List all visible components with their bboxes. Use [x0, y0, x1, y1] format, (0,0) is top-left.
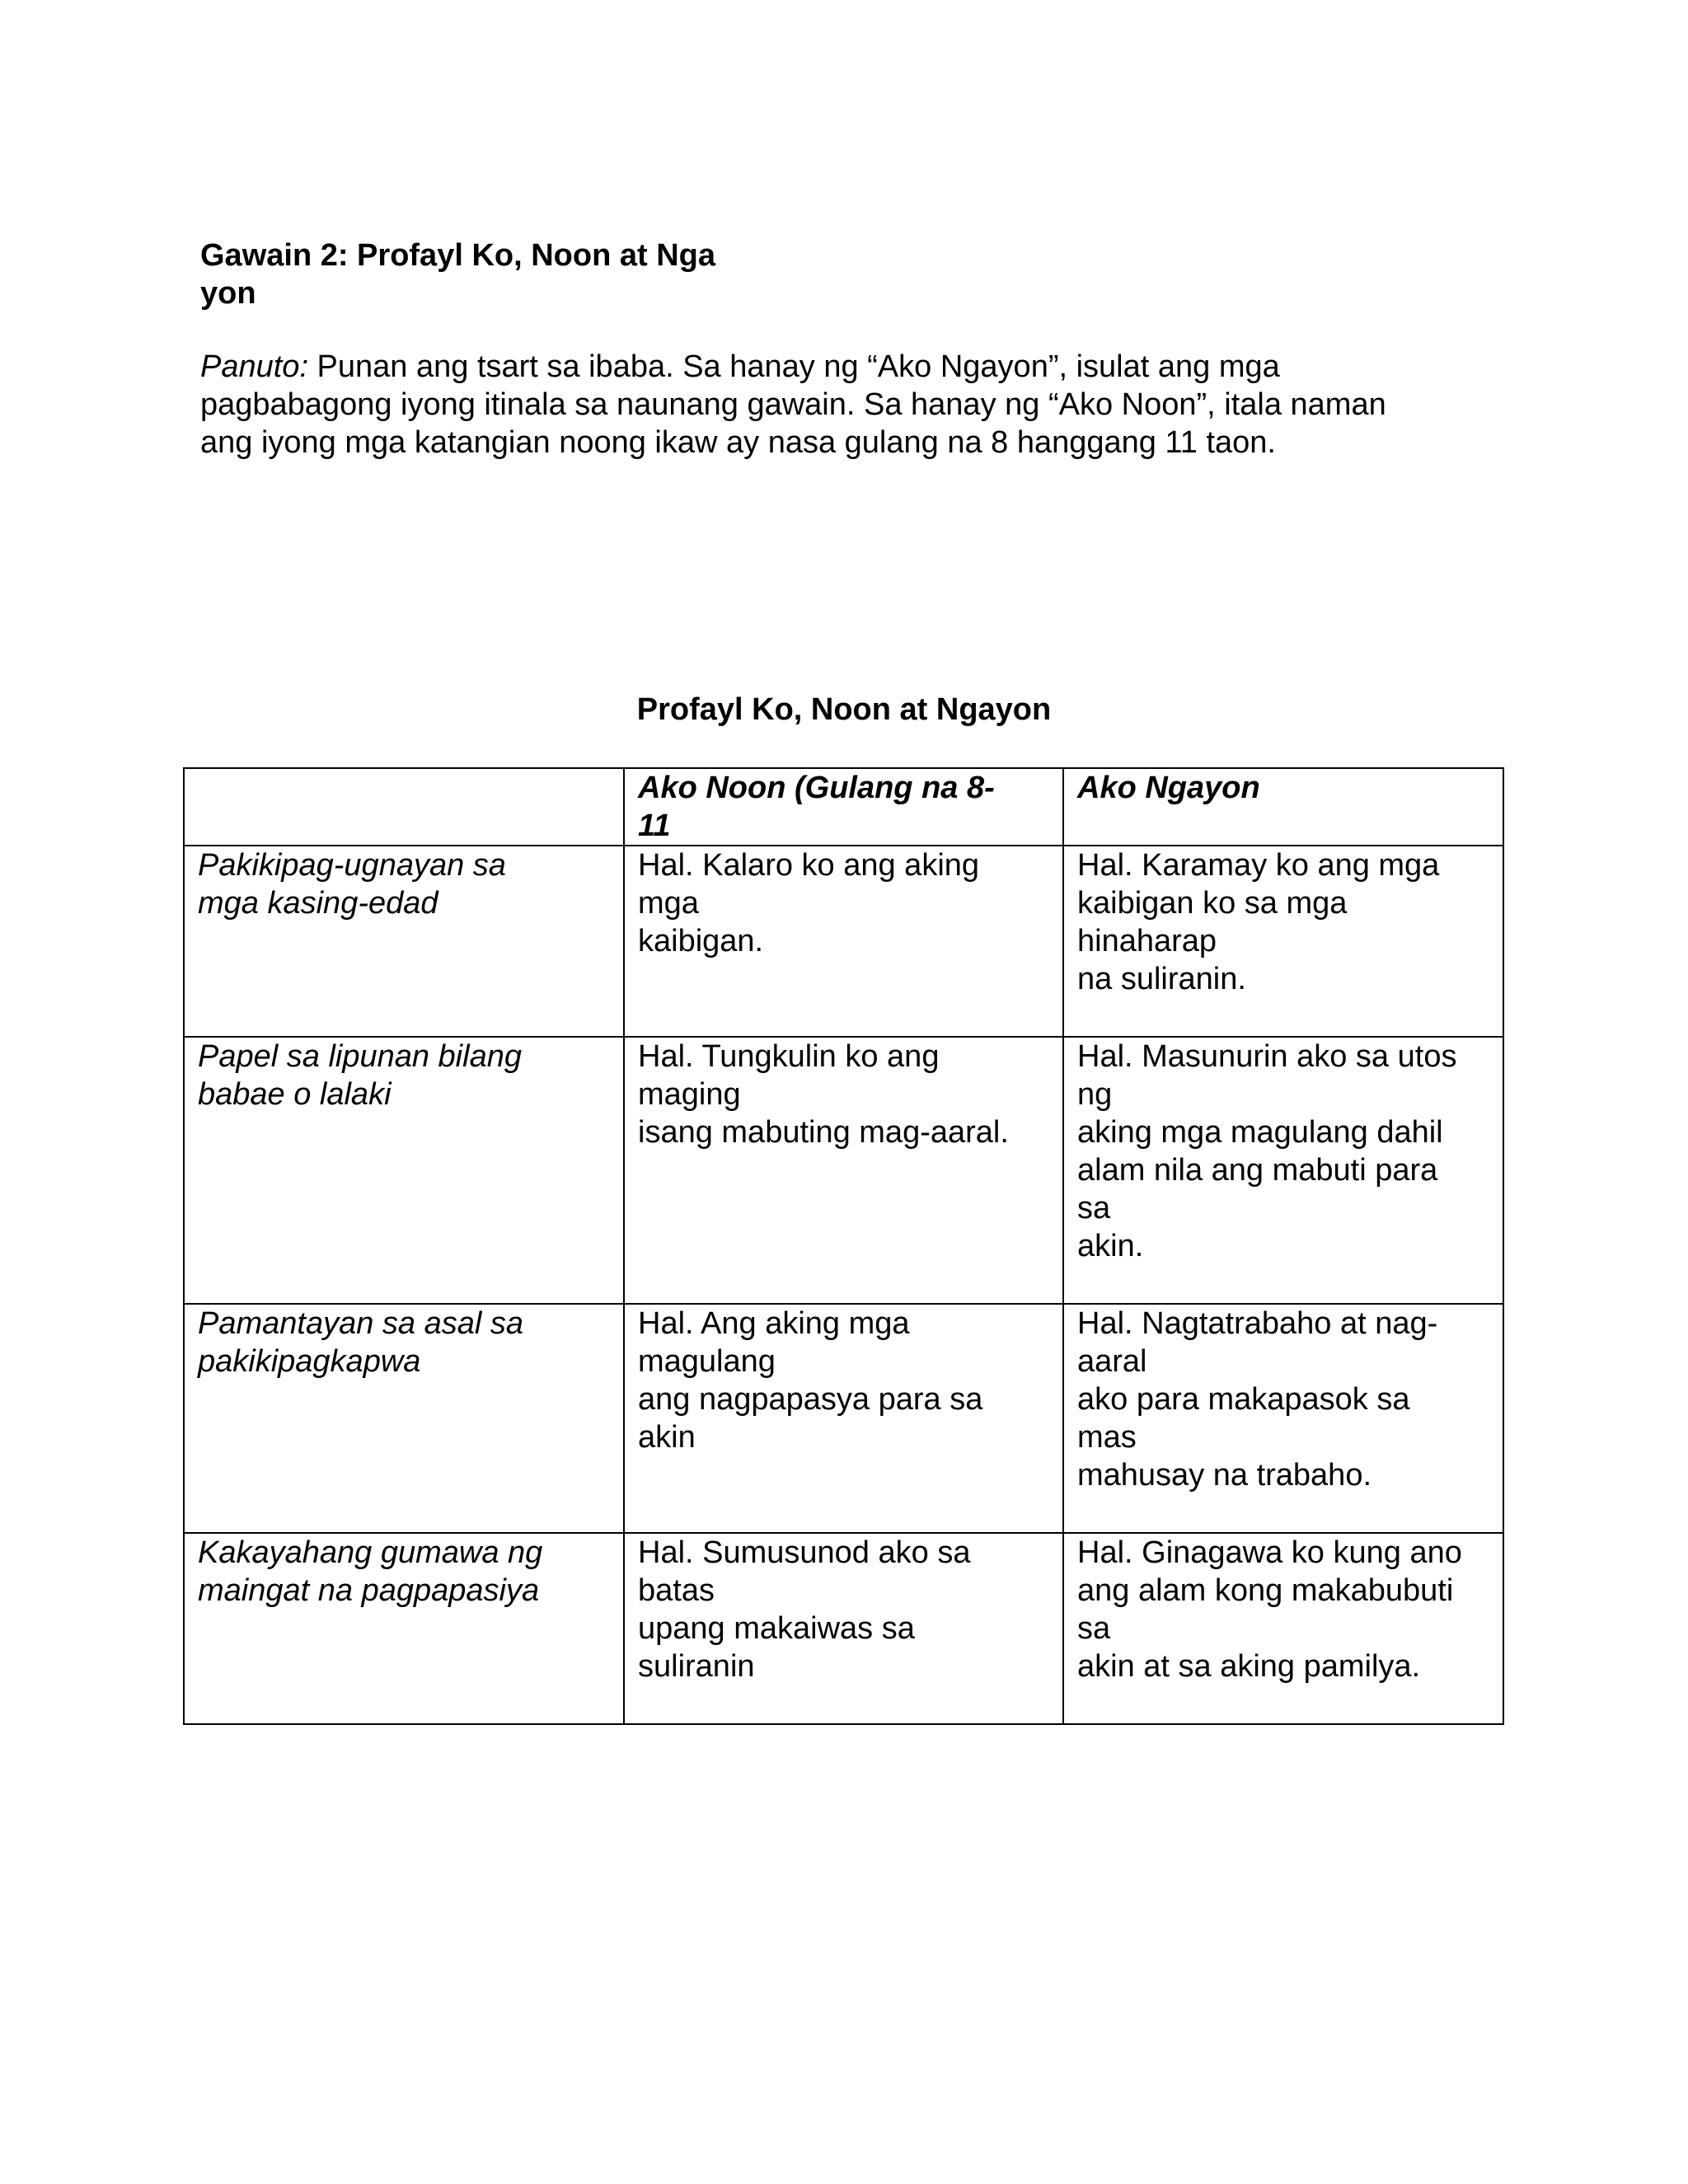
- header-cell-ako-noon: Ako Noon (Gulang na 8- 11: [624, 768, 1063, 846]
- heading-line-2: yon: [200, 276, 256, 311]
- instructions-paragraph: [200, 348, 1437, 462]
- header-cell-ako-ngayon: Ako Ngayon: [1063, 768, 1503, 846]
- ako-ngayon-cell: Hal. Masunurin ako sa utos ng aking mga magulang dahil alam nila ang mabuti para sa akin.: [1063, 1037, 1503, 1304]
- ako-ngayon-cell: Hal. Karamay ko ang mga kaibigan ko sa mga hinaharap na suliranin.: [1063, 846, 1503, 1037]
- table-header-row: [184, 768, 1503, 846]
- heading-line-1: Gawain 2: Profayl Ko, Noon at Nga: [200, 238, 715, 273]
- ako-ngayon-cell: Hal. Ginagawa ko kung ano ang alam kong makabubuti sa akin at sa aking pamilya.: [1063, 1533, 1503, 1724]
- header-cell-blank: [184, 768, 624, 846]
- row-label-cell: Pakikipag-ugnayan sa mga kasing-edad: [184, 846, 624, 1037]
- instructions-text: Punan ang tsart sa ibaba. Sa hanay ng “Ako Ngayon”, isulat ang mga pagbabagong iyong itinala sa naunang gawain. Sa hanay ng “Ako Noon”, itala naman ang iyong mga katangian noong ikaw ay nasa gulang na 8 hanggang 11 taon.: [200, 349, 1386, 460]
- table-row: [184, 846, 1503, 1037]
- profile-table: [183, 767, 1504, 1725]
- ako-noon-cell: Hal. Ang aking mga magulang ang nagpapasya para sa akin: [624, 1304, 1063, 1533]
- ako-noon-cell: Hal. Sumusunod ako sa batas upang makaiwas sa suliranin: [624, 1533, 1063, 1724]
- row-label-cell: Kakayahang gumawa ng maingat na pagpapasiya: [184, 1533, 624, 1724]
- instructions-label: Panuto:: [200, 349, 308, 384]
- row-label-cell: Pamantayan sa asal sa pakikipagkapwa: [184, 1304, 624, 1533]
- ako-noon-cell: Hal. Tungkulin ko ang maging isang mabuting mag-aaral.: [624, 1037, 1063, 1304]
- row-label-cell: Papel sa lipunan bilang babae o lalaki: [184, 1037, 624, 1304]
- table-row: [184, 1037, 1503, 1304]
- activity-heading: [200, 237, 794, 312]
- ako-noon-cell: Hal. Kalaro ko ang aking mga kaibigan.: [624, 846, 1063, 1037]
- table-row: [184, 1533, 1503, 1724]
- table-row: [184, 1304, 1503, 1533]
- ako-ngayon-cell: Hal. Nagtatrabaho at nag- aaral ako para makapasok sa mas mahusay na trabaho.: [1063, 1304, 1503, 1533]
- table-title: Profayl Ko, Noon at Ngayon: [636, 692, 1052, 727]
